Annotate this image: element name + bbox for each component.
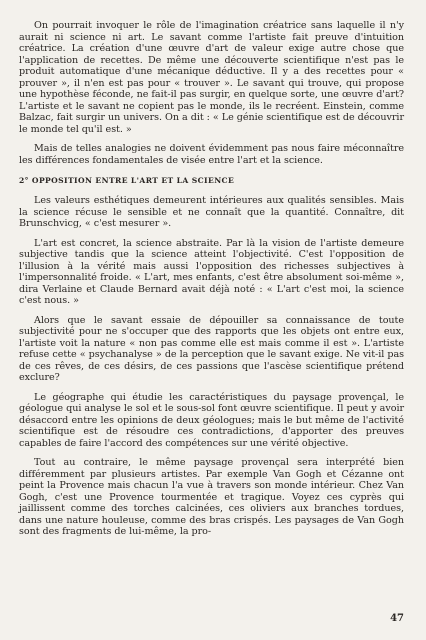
paragraph-aesthetic-values: Les valeurs esthétiques demeurent intérieures aux qualités sensibles. Mais la science récuse le sensible et ne connaît que la quantité. Connaître, dit Brunschvicg, « c'est mesurer ». xyxy=(19,195,404,229)
paragraph-van-gogh: Tout au contraire, le même paysage provençal sera interprété bien différemment par plusieurs artistes. Par exemple Van Gogh et Cézanne ont peint la Provence mais chacun l'a vue à travers son monde intérieur. Chez Van Gogh, c'est une Provence tourmentée et tragique. Voyez ces cyprès qui jaillissent comme des torches calcinées, ces oliviers aux branches tordues, dans une nature houleuse, comme des bras crispés. Les paysages de Van Gogh sont des fragments de lui-même, la pro- xyxy=(19,457,404,537)
paragraph-imagination: On pourrait invoquer le rôle de l'imagination créatrice sans laquelle il n'y aurait ni science ni art. Le savant comme l'artiste fait preuve d'intuition créatrice. La création d'une œuvre d'art de valeur exige autre chose que l'application de recettes. De même une découverte scientifique n'est pas le produit automatique d'une mécanique déductive. Il y a des recettes pour « prouver », il n'en est pas pour « trouver ». Le savant qui trouve, qui propose une hypothèse féconde, ne fait-il pas surgir, en quelque sorte, une œuvre d'art? L'artiste et le savant ne copient pas le monde, ils le recréent. Einstein, comme Balzac, fait surgir un univers. On a dit : « Le génie scientifique est de découvrir le monde tel qu'il est. » xyxy=(19,20,404,135)
paragraph-subjectivity: Alors que le savant essaie de dépouiller sa connaissance de toute subjectivité pour ne s'occuper que des rapports que les objets ont entre eux, l'artiste voit la nature « non pas comme elle est mais comme il est ». L'artiste refuse cette « psychanalyse » de la perception que le savant exige. Ne vit-il pas de ces rêves, de ces désirs, de ces passions que l'ascèse scientifique prétend exclure? xyxy=(19,314,404,383)
section-heading: 2° OPPOSITION ENTRE L'ART ET LA SCIENCE xyxy=(19,176,235,185)
page-number: 47 xyxy=(390,613,404,624)
paragraph-analogies: Mais de telles analogies ne doivent évidemment pas nous faire méconnaître les différences fondamentales de visée entre l'art et la science. xyxy=(19,143,404,166)
paragraph-concrete-abstract: L'art est concret, la science abstraite. Par là la vision de l'artiste demeure subjective tandis que la science atteint l'objectivité. C'est l'opposition de l'illusion à la vérité mais aussi l'opposition des richesses subjectives à l'impersonnalité froide. « L'art, mes enfants, c'est être absolument soi-même », dira Verlaine et Claude Bernard avait déjà noté : « L'art c'est moi, la science c'est nous. » xyxy=(19,237,404,306)
paragraph-geographer: Le géographe qui étudie les caractéristiques du paysage provençal, le géologue qui analyse le sol et le sous-sol font œuvre scientifique. Il peut y avoir désaccord entre les opinions de deux géologues; mais le but même de l'activité scientifique est de résoudre ces contradictions, d'apporter des preuves capables de faire l'accord des compétences sur une vérité objective. xyxy=(19,391,404,449)
